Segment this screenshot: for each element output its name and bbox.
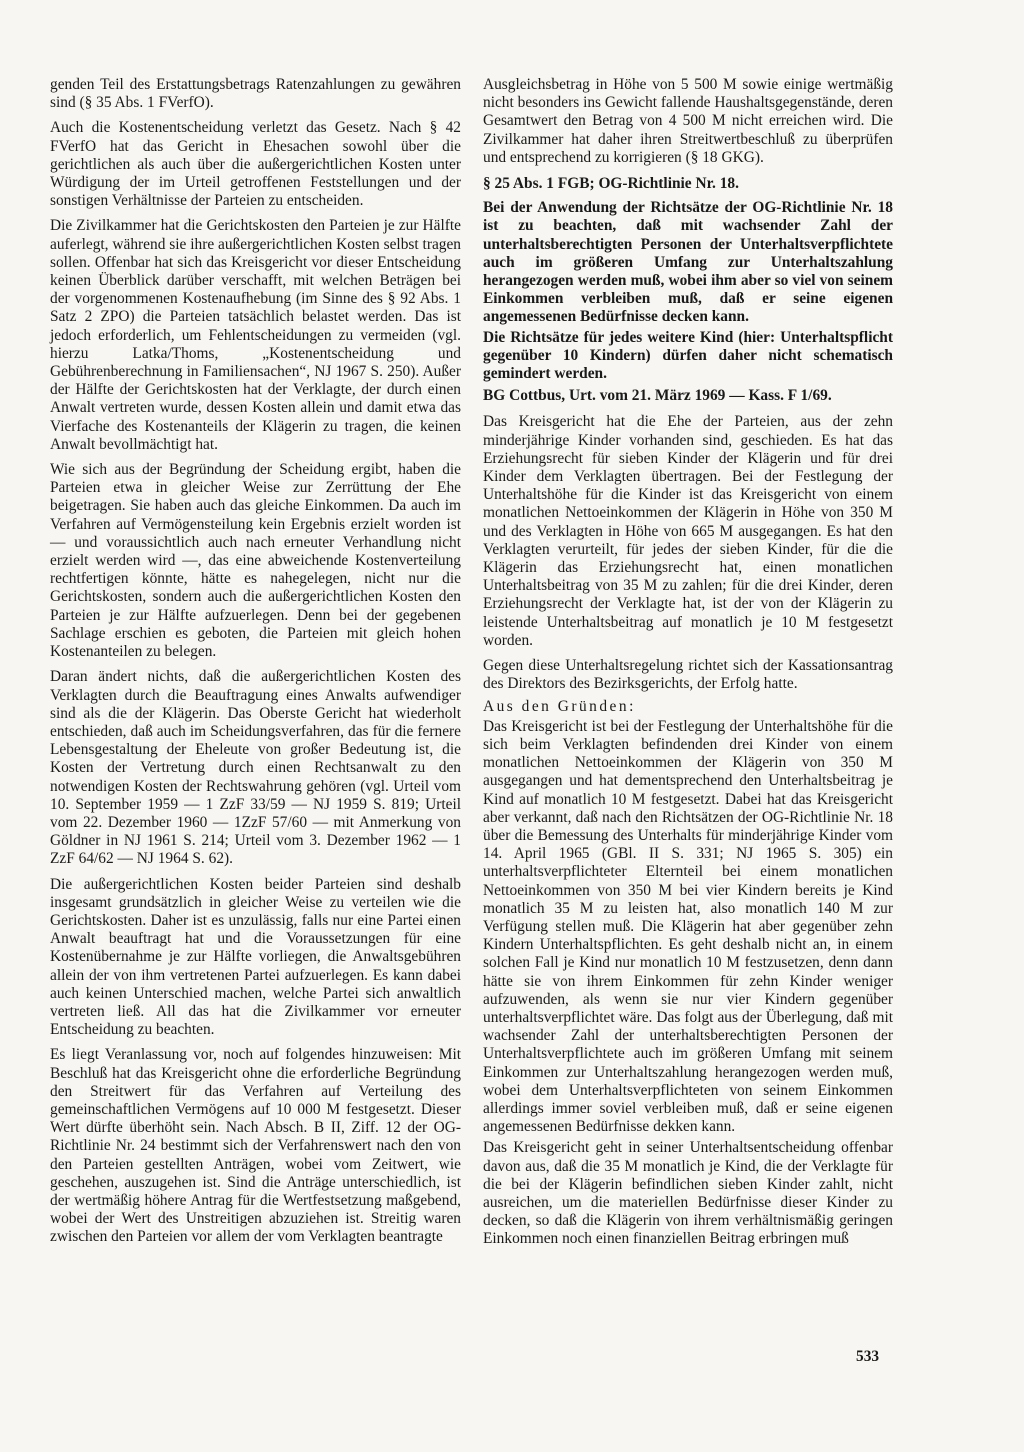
paragraph-continuation: Ausgleichsbetrag in Höhe von 5 500 M sowie einige wertmäßig nicht besonders ins Gewicht fallende Haushaltsgegenstände, deren Gesamtwert den Betrag von 4 500 M nicht erreichen wird. Die Zivilkammer hat daher ihren Streitwertbeschluß zu überprüfen und entsprechend zu korrigieren (§ 18 GKG). <box>483 76 893 166</box>
headnote: Bei der Anwendung der Richtsätze der OG-Richtlinie Nr. 18 ist zu beachten, daß mit wachsender Zahl der unterhaltsberechtigten Personen der Unterhaltsverpflichtete auch im größeren Umfang zur Unterhaltszahlung herangezogen werden muß, wobei ihm aber so viel von seinem Einkommen verbleiben muß, daß er seine eigenen angemessenen Bedürfnisse decken kann. <box>483 199 893 326</box>
headnote: Die Richtsätze für jedes weitere Kind (hier: Unterhaltspflicht gegenüber 10 Kindern) dürfen daher nicht schematisch gemindert werden. <box>483 328 893 383</box>
court-citation: BG Cottbus, Urt. vom 21. März 1969 — Kass. F 1/69. <box>483 387 832 405</box>
reasons-heading: Aus den Gründen: <box>483 697 636 715</box>
statute-heading: § 25 Abs. 1 FGB; OG-Richtlinie Nr. 18. <box>483 175 739 193</box>
paragraph: Die außergerichtlichen Kosten beider Parteien sind deshalb insgesamt grundsätzlich in gleicher Weise zu verteilen wie die Gerichtskosten. Daher ist es unzulässig, falls nur eine Partei einen Anwalt beauftragt hat und die Voraussetzungen für eine Kostenübernahme je zur Hälfte vorliegen, die Anwaltsgebühren allein der von ihm vertretenen Partei aufzuerlegen. Es kann dabei auch keinen Unterschied machen, welche Partei sich anwaltlich vertreten ließ. All das hat die Zivilkammer vor erneuter Entscheidung zu beachten. <box>50 875 461 1039</box>
paragraph: Daran ändert nichts, daß die außergerichtlichen Kosten des Verklagten durch die Beauftragung eines Anwalts aufwendiger sind als die der Klägerin. Das Oberste Gericht hat wiederholt entschieden, daß auch im Scheidungsverfahren, das für die fernere Lebensgestaltung der Eheleute von großer Bedeutung ist, die Kosten der Vertretung durch einen Rechtsanwalt zu den notwendigen Kosten der Rechtswahrung gehören (vgl. Urteil vom 10. September 1959 — 1 ZzF 33/59 — NJ 1959 S. 819; Urteil vom 22. Dezember 1960 — 1ZzF 57/60 — mit Anmerkung von Göldner in NJ 1961 S. 214; Urteil vom 3. Dezember 1962 — 1 ZzF 64/62 — NJ 1964 S. 62). <box>50 668 461 868</box>
paragraph: genden Teil des Erstattungsbetrags Ratenzahlungen zu gewähren sind (§ 35 Abs. 1 FVerfO). <box>50 76 461 112</box>
paragraph: Das Kreisgericht ist bei der Festlegung der Unterhaltshöhe für die sich beim Verklagten befindenden drei Kinder von einem monatlichen Nettoeinkommen der Klägerin von 350 M ausgegangen und hat dementsprechend den Unterhaltsbeitrag je Kind auf monatlich 10 M festgesetzt. Dabei hat das Kreisgericht aber verkannt, daß nach den Richtsätzen der OG-Richtlinie Nr. 18 über die Bemessung des Unterhalts für minderjährige Kinder vom 14. April 1965 (GBl. II S. 331; NJ 1965 S. 305) ein unterhaltsverpflichteter Elternteil bei einem monatlichen Nettoeinkommen von 350 M bei vier Kindern bereits je Kind monatlich 35 M zu leisten hat, also monatlich 140 M zur Verfügung stellen muß. Die Klägerin hat aber gegenüber zehn Kindern Unterhaltspflichten. Es geht deshalb nicht an, in einem solchen Fall je Kind nur monatlich 10 M festzusetzen, denn dann hätte sie von ihrem Einkommen für zehn Kinder weniger aufzuwenden, als wenn sie nur vier Kindern gegenüber unterhaltsverpflichtet wäre. Das folgt aus der Überlegung, daß mit wachsender Zahl der unterhaltsberechtigten Personen der Unterhaltsverpflichtete auch im größeren Umfang mit seinem Einkommen zur Unterhaltszahlung herangezogen werden muß, wobei dem Unterhaltsverpflichteten von seinem Einkommen allerdings immer soviel verbleiben muß, daß er seine eigenen angemessenen Bedürfnisse dekken kann. <box>483 717 893 1136</box>
left-column <box>50 76 461 1254</box>
paragraph: Es liegt Veranlassung vor, noch auf folgendes hinzuweisen: Mit Beschluß hat das Kreisgericht ohne die erforderliche Begründung den Streitwert für das Verfahren auf Verteilung des gemeinschaftlichen Vermögens auf 10 000 M festgesetzt. Dieser Wert dürfte überhöht sein. Nach Absch. B II, Ziff. 12 der OG-Richtlinie Nr. 24 bestimmt sich der Verfahrenswert nach den von den Parteien gestellten Anträgen, wobei vom Zeitwert, wie geschehen, auszugehen ist. Sind die Anträge unterschiedlich, ist der wertmäßig höhere Antrag für die Wertfestsetzung maßgebend, wobei der Wert des Unstreitigen abzuziehen ist. Streitig waren zwischen den Parteien vor allem der vom Verklagten beantragte <box>50 1046 461 1246</box>
paragraph: Wie sich aus der Begründung der Scheidung ergibt, haben die Parteien etwa in gleicher Weise zur Zerrüttung der Ehe beigetragen. Sie haben auch das gleiche Einkommen. Da auch im Verfahren auf Vermögensteilung kein Ergebnis erzielt worden ist — und voraussichtlich auch nach erneuter Verhandlung nicht erzielt werden wird —, das eine abweichende Kostenverteilung rechtfertigen könnte, hätte es nahegelegen, nicht nur die Gerichtskosten, sondern auch die außergerichtlichen Kosten den Parteien je zur Hälfte aufzuerlegen. Denn bei der gegebenen Sachlage erschien es geboten, die Parteien mit gleich hohen Kostenanteilen zu belegen. <box>50 461 461 661</box>
page-number: 533 <box>856 1348 880 1365</box>
paragraph: Das Kreisgericht geht in seiner Unterhaltsentscheidung offenbar davon aus, daß die 35 M monatlich je Kind, die der Verklagte für die bei der Klägerin befindlichen sieben Kinder zahlt, nicht ausreichen, um die materiellen Bedürfnisse dieser Kinder zu decken, so daß die Klägerin von ihrem verhältnismäßig geringen Einkommen noch einen finanziellen Beitrag erbringen muß <box>483 1139 893 1248</box>
right-column <box>483 76 893 1256</box>
paragraph: Auch die Kostenentscheidung verletzt das Gesetz. Nach § 42 FVerfO hat das Gericht in Ehesachen sowohl über die gerichtlichen als auch über die außergerichtlichen Kosten unter Würdigung der im Urteil getroffenen Feststellungen und der sonstigen Verhältnisse der Parteien zu entscheiden. <box>50 119 461 210</box>
paragraph: Die Zivilkammer hat die Gerichtskosten den Parteien je zur Hälfte auferlegt, während sie ihre außergerichtlichen Kosten selbst tragen sollen. Offenbar hat sich das Kreisgericht vor dieser Entscheidung keinen Überblick darüber verschafft, mit welchen Beträgen bei der vorgenommenen Kostenaufhebung (im Sinne des § 92 Abs. 1 Satz 2 ZPO) die Parteien tatsächlich belastet werden. Das ist jedoch erforderlich, um Fehlentscheidungen zu vermeiden (vgl. hierzu Latka/Thoms, „Kostenentscheidung und Gebührenberechnung in Familiensachen“, NJ 1967 S. 250). Außer der Hälfte der Gerichtskosten hat der Verklagte, der durch einen Anwalt vertreten wurde, dessen Kosten allein und damit etwa das Vierfache des Kostenanteils der Klägerin zu tragen, die keinen Anwalt bevollmächtigt hat. <box>50 217 461 453</box>
paragraph: Gegen diese Unterhaltsregelung richtet sich der Kassationsantrag des Direktors des Bezirksgerichts, der Erfolg hatte. <box>483 657 893 693</box>
paragraph: Das Kreisgericht hat die Ehe der Parteien, aus der zehn minderjährige Kinder vorhanden sind, geschieden. Es hat das Erziehungsrecht für sieben Kinder der Klägerin und für drei Kinder dem Verklagten übertragen. Bei der Festlegung der Unterhaltshöhe für die Kinder ist das Kreisgericht von einem monatlichen Nettoeinkommen der Klägerin in Höhe von 350 M und des Verklagten in Höhe von 665 M ausgegangen. Es hat den Verklagten verurteilt, für jedes der sieben Kinder, für die die Klägerin das Erziehungsrecht hat, einen monatlichen Unterhaltsbeitrag von 35 M zu zahlen; für die drei Kinder, deren Erziehungsrecht der Verklagte hat, ist der von der Klägerin zu leistende Unterhaltsbeitrag auf monatlich je 10 M festgesetzt worden. <box>483 413 893 649</box>
